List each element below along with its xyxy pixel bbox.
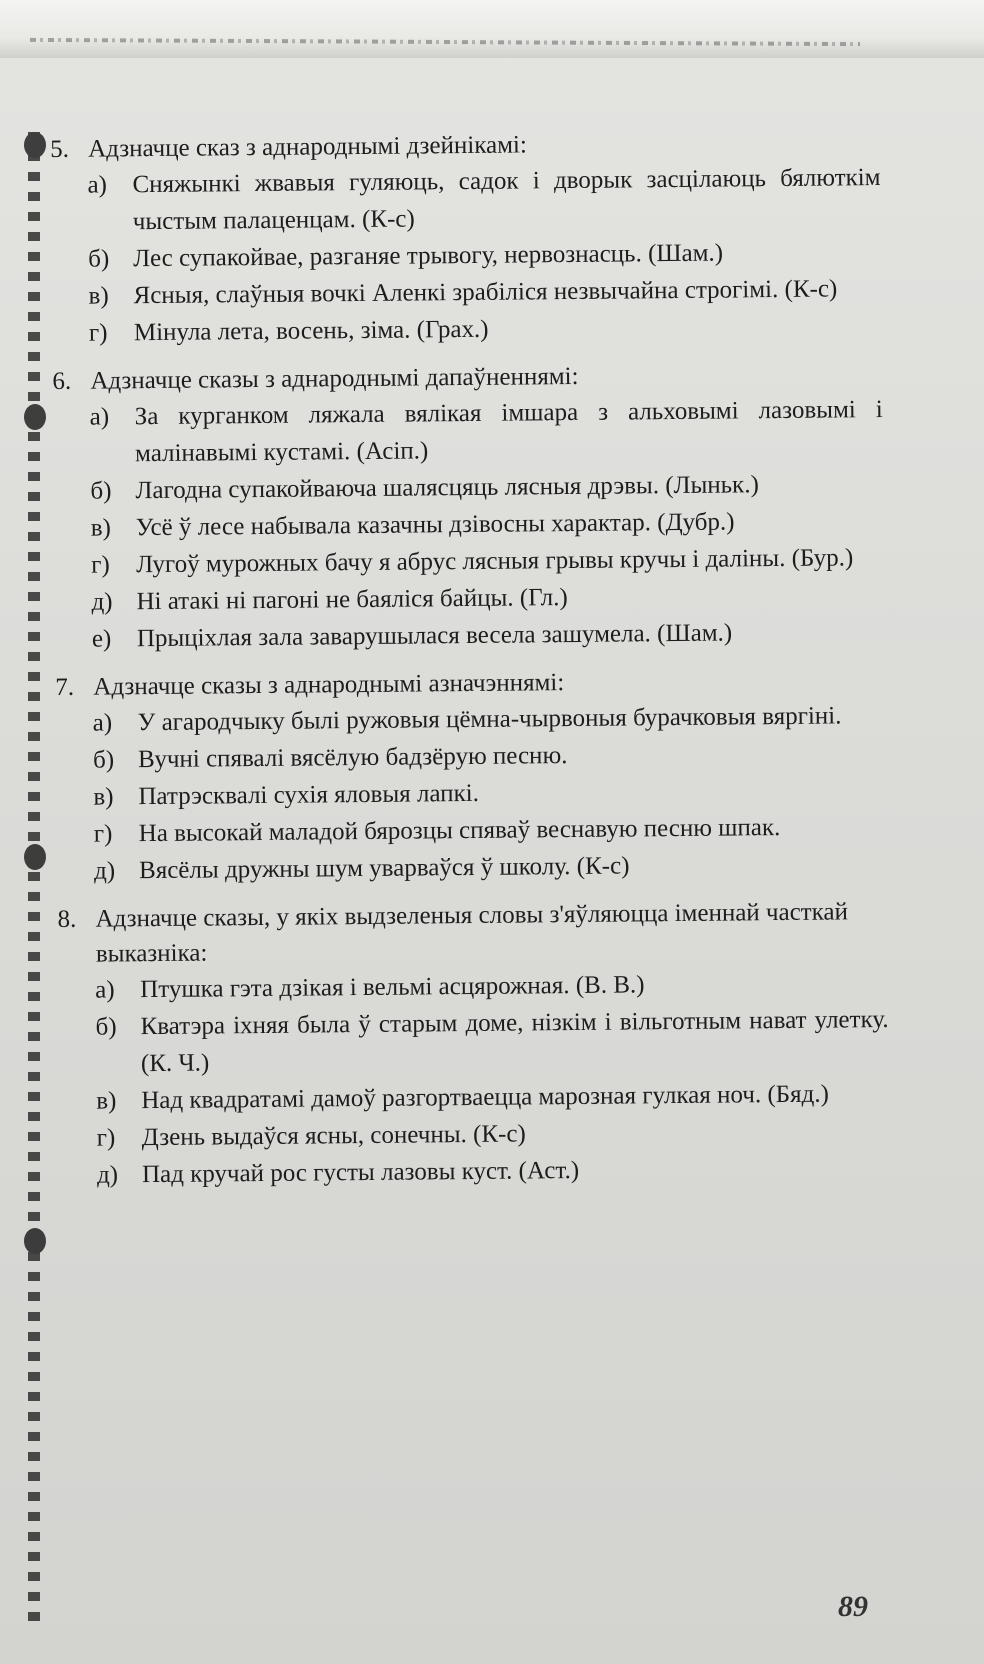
exercise-5 bbox=[50, 124, 882, 352]
option-label: б) bbox=[95, 1013, 117, 1041]
option-text: Вясёлы дружны шум уварваўся ў школу. (К-с) bbox=[138, 852, 630, 885]
option-label: д) bbox=[91, 588, 113, 616]
answer-option bbox=[94, 845, 887, 890]
exercise-number: 7. bbox=[55, 673, 75, 701]
binding-hole bbox=[24, 844, 46, 870]
answer-option bbox=[92, 613, 885, 658]
option-text: Лагодна супакойваюча шалясцяць лясныя дрэвы. (Лыньк.) bbox=[135, 471, 759, 505]
option-text: Ясныя, слаўныя вочкі Аленкі зрабіліся незвычайна строгімі. (К-с) bbox=[133, 275, 838, 310]
option-label: г) bbox=[93, 820, 113, 848]
option-label: в) bbox=[93, 783, 114, 811]
exercise-number: 5. bbox=[50, 135, 70, 163]
exercise-title: Адзначце сказ з аднароднымі дзейнікамі: bbox=[88, 131, 527, 163]
option-text: Ні атакі ні пагоні не баяліся байцы. (Гл.) bbox=[136, 584, 568, 616]
answer-option bbox=[89, 307, 882, 352]
option-text: Лугоў мурожных бачу я абрус лясныя грывы кручы і даліны. (Бур.) bbox=[136, 544, 854, 579]
option-text: Над квадратамі дамоў разгортваецца марозная гулкая ноч. (Бяд.) bbox=[141, 1080, 829, 1115]
binding-hole bbox=[24, 1228, 46, 1254]
option-text: Патрэсквалі сухія яловыя лапкі. bbox=[138, 779, 480, 811]
option-text: Сняжынкі жвавыя гуляюць, садок і дворык засцілаюць бялюткім чыстым палаценцам. (К-с) bbox=[132, 164, 881, 236]
binding-hole bbox=[24, 404, 46, 430]
option-text: Пад кручай рос густы лазовы куст. (Аст.) bbox=[141, 1156, 580, 1189]
option-label: д) bbox=[96, 1161, 119, 1189]
answer-option bbox=[90, 391, 884, 473]
option-text: Усё ў лесе набывала казачны дзівосны характар. (Дубр.) bbox=[135, 508, 735, 542]
page-content bbox=[50, 124, 890, 1206]
exercise-title: Адзначце сказы, у якіх выдзеленыя словы з'яўляюцца іменнай часткай выказніка: bbox=[95, 898, 849, 968]
exercise-6 bbox=[52, 356, 885, 658]
option-text: Дзень выдаўся ясны, сонечны. (К-с) bbox=[141, 1120, 526, 1152]
spiral-binding bbox=[28, 132, 40, 1622]
exercise-7 bbox=[55, 662, 887, 890]
page-number: 89 bbox=[838, 1590, 868, 1623]
option-label: а) bbox=[89, 403, 110, 431]
answer-option bbox=[95, 1001, 889, 1083]
exercise-title: Адзначце сказы з аднароднымі азначэннямі: bbox=[93, 669, 565, 701]
option-label: г) bbox=[88, 319, 108, 347]
option-label: б) bbox=[90, 477, 112, 505]
exercise-8 bbox=[57, 894, 890, 1194]
option-label: г) bbox=[96, 1124, 116, 1152]
exercise-number: 6. bbox=[52, 367, 72, 395]
exercise-header bbox=[57, 894, 888, 972]
binding-hole bbox=[24, 132, 46, 158]
option-label: б) bbox=[92, 746, 115, 774]
option-label: в) bbox=[90, 514, 112, 542]
option-text: У агародчыку былі ружовыя цёмна-чырвоныя бурачковыя вяргіні. bbox=[137, 702, 842, 737]
option-label: д) bbox=[93, 857, 116, 885]
exercise-number: 8. bbox=[57, 905, 77, 933]
option-label: б) bbox=[88, 245, 110, 273]
option-text: За курганком ляжала вялікая імшара з альховымі лазовымі і малінавымі кустамі. (Асіп.) bbox=[134, 396, 883, 468]
answer-option bbox=[97, 1149, 890, 1194]
page-top-edge bbox=[0, 0, 984, 58]
option-label: е) bbox=[91, 625, 112, 653]
option-label: а) bbox=[95, 976, 115, 1004]
answer-option bbox=[87, 159, 881, 241]
option-text: Птушка гэта дзікая і вельмі асцярожная. (В. В.) bbox=[140, 971, 645, 1004]
option-label: а) bbox=[87, 171, 108, 199]
option-label: в) bbox=[96, 1087, 117, 1115]
option-label: а) bbox=[92, 709, 113, 737]
option-text: Кватэра іхняя была ў старым доме, нізкім і вільготным нават улетку. (К. Ч.) bbox=[140, 1005, 889, 1078]
option-text: Вучні спявалі вясёлую бадзёрую песню. bbox=[137, 742, 568, 774]
option-text: Мінула лета, восень, зіма. (Грах.) bbox=[133, 315, 489, 347]
option-text: Лес супакойвае, разганяе трывогу, нервознасць. (Шам.) bbox=[133, 239, 724, 273]
option-text: На высокай маладой бярозцы спяваў веснавую песню шпак. bbox=[138, 814, 781, 848]
option-text: Прыціхлая зала заварушылася весела зашумела. (Шам.) bbox=[136, 619, 733, 653]
option-label: г) bbox=[91, 551, 110, 579]
exercise-title: Адзначце сказы з аднароднымі дапаўненнямі: bbox=[90, 362, 579, 395]
option-label: в) bbox=[88, 282, 109, 310]
